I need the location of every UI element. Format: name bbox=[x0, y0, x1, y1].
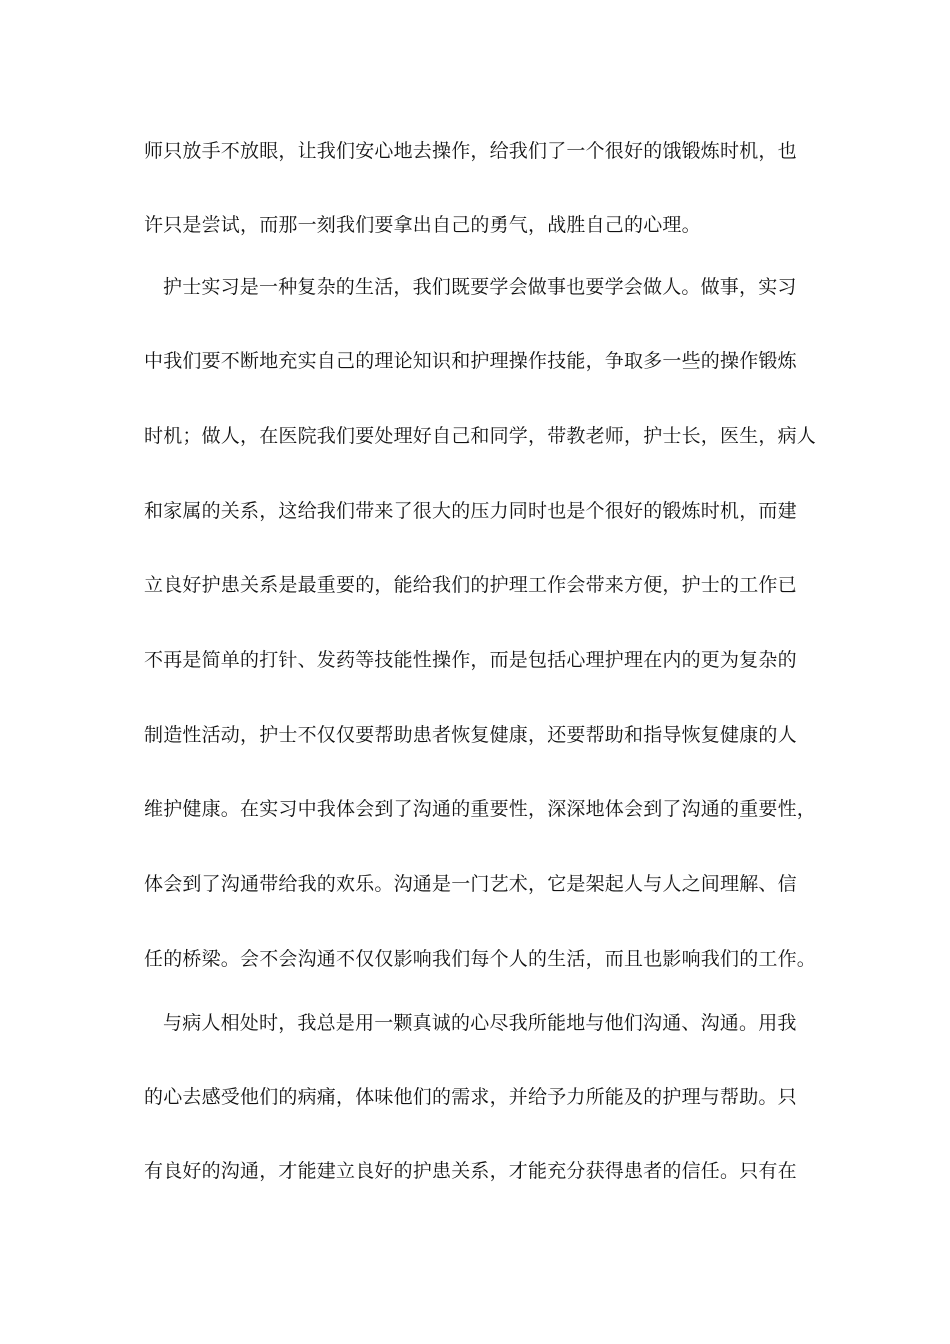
text-line: 和家属的关系，这给我们带来了很大的压力同时也是个很好的锻炼时机，而建 bbox=[144, 500, 797, 522]
text-line: 师只放手不放眼，让我们安心地去操作，给我们了一个很好的饿锻炼时机，也 bbox=[144, 140, 797, 162]
text-line: 有良好的沟通，才能建立良好的护患关系，才能充分获得患者的信任。只有在 bbox=[144, 1160, 797, 1182]
text-line: 时机；做人，在医院我们要处理好自己和同学，带教老师，护士长，医生，病人 bbox=[144, 425, 817, 447]
paragraph-start-line: 护士实习是一种复杂的生活，我们既要学会做事也要学会做人。做事，实习 bbox=[163, 276, 797, 298]
text-line: 体会到了沟通带给我的欢乐。沟通是一门艺术，它是架起人与人之间理解、信 bbox=[144, 873, 797, 895]
text-line: 不再是简单的打针、发药等技能性操作，而是包括心理护理在内的更为复杂的 bbox=[144, 649, 797, 671]
text-line: 任的桥梁。会不会沟通不仅仅影响我们每个人的生活，而且也影响我们的工作。 bbox=[144, 948, 817, 970]
paragraph-start-line: 与病人相处时，我总是用一颗真诚的心尽我所能地与他们沟通、沟通。用我 bbox=[163, 1012, 797, 1034]
text-line: 立良好护患关系是最重要的，能给我们的护理工作会带来方便，护士的工作已 bbox=[144, 574, 797, 596]
text-line: 许只是尝试，而那一刻我们要拿出自己的勇气，战胜自己的心理。 bbox=[144, 214, 701, 236]
text-line: 中我们要不断地充实自己的理论知识和护理操作技能，争取多一些的操作锻炼 bbox=[144, 350, 797, 372]
text-line: 的心去感受他们的病痛，体味他们的需求，并给予力所能及的护理与帮助。只 bbox=[144, 1086, 797, 1108]
text-line: 维护健康。在实习中我体会到了沟通的重要性，深深地体会到了沟通的重要性， bbox=[144, 798, 817, 820]
text-line: 制造性活动，护士不仅仅要帮助患者恢复健康，还要帮助和指导恢复健康的人 bbox=[144, 724, 797, 746]
